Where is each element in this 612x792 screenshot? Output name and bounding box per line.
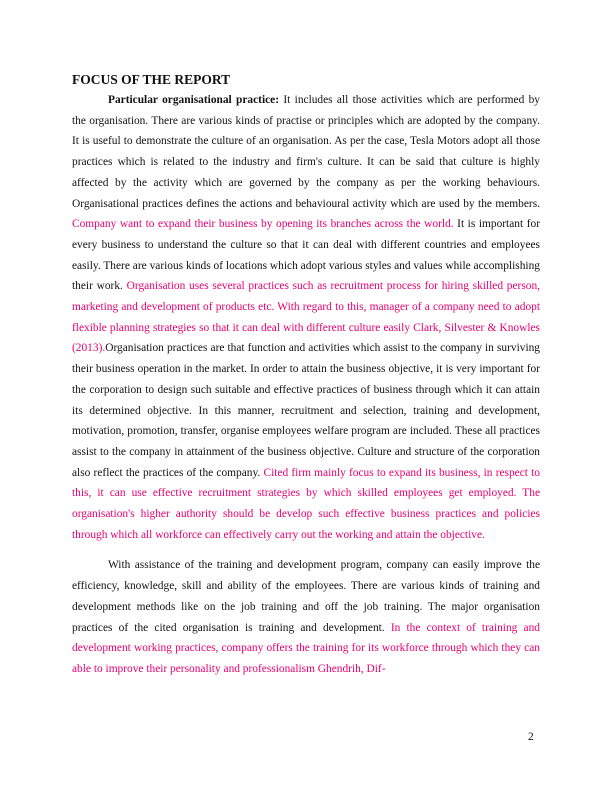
paragraph-training-development	[72, 555, 540, 679]
paragraph-organisational-practice	[72, 90, 540, 545]
paragraph-lead: Particular organisational practice:	[108, 94, 280, 106]
document-page	[72, 72, 540, 680]
paragraph-text: Organisation practices are that function and activities which assist to the company in surviving their business operation in the market. In order to attain the business objective, it is very important for the corporation to design such suitable and effective practices of business through which it can attain its determined objective. In this manner, recruitment and selection, training and development, motivation, promotion, transfer, organise employees welfare program are included. These all practices assist to the company in attainment of the business objective. Culture and structure of the corporation also reflect the practices of the company.	[72, 342, 540, 479]
highlighted-text: In the context of training and development working practices, company offers the training for its workforce through which they can able to improve their personality and professionalism Ghendrih, Dif-	[72, 621, 540, 675]
section-heading: FOCUS OF THE REPORT	[72, 72, 231, 87]
highlighted-text: Cited firm mainly focus to expand its business, in respect to this, it can use effective recruitment strategies by which skilled employees get employed. The organisation's higher authority should be develop such effective business practices and policies through which all workforce can effectively carry out the working and attain the objective.	[72, 466, 540, 541]
paragraph-text: With assistance of the training and development program, company can easily improve the efficiency, knowledge, skill and ability of the employees. There are various kinds of training and development methods like on the job training and off the job training. The major organisation practices of the cited organisation is training and development.	[72, 559, 540, 634]
page-number: 2	[528, 731, 534, 743]
highlighted-text: Organisation uses several practices such as recruitment process for hiring skilled person, marketing and development of products etc. With regard to this, manager of a company need to adopt flexible planning strategies so that it can deal with different culture easily Clark, Silvester & Knowles (2013).	[72, 280, 541, 355]
paragraph-text: It is important for every business to understand the culture so that it can deal with different countries and employees easily. There are various kinds of locations which adopt various styles and values while accomplishing their work.	[72, 218, 540, 293]
highlighted-text: Company want to expand their business by opening its branches across the world.	[72, 218, 454, 231]
paragraph-text: It includes all those activities which are performed by the organisation. There are various kinds of practise or principles which are adopted by the company. It is useful to demonstrate the culture of an organisation. As per the case, Tesla Motors adopt all those practices which is related to the industry and firm's culture. It can be said that culture is highly affected by the activity which are governed by the company as per the working behaviours. Organisational practices defines the actions and behavioural activity which are used by the members.	[72, 94, 540, 210]
